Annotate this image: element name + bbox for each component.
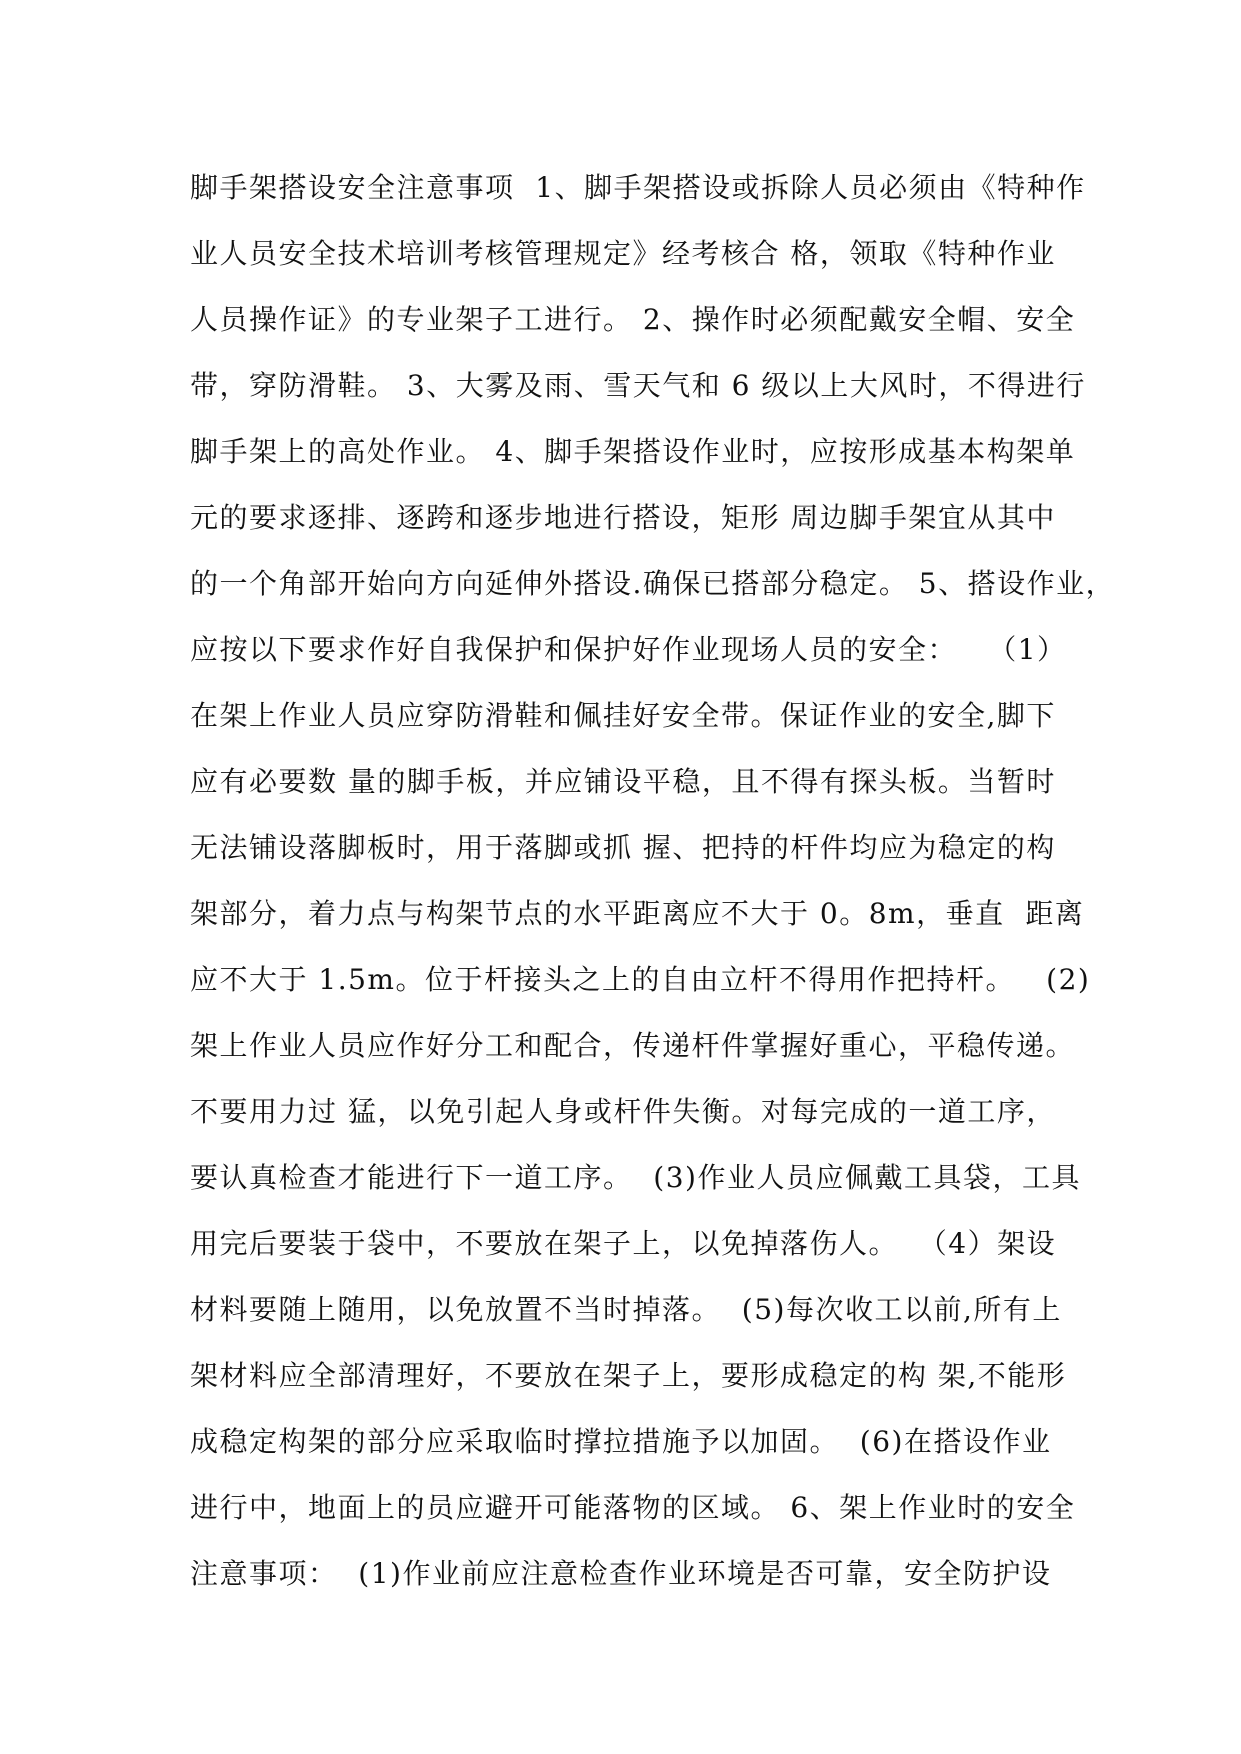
text-line: 业人员安全技术培训考核管理规定》经考核合 格，领取《特种作业 [190, 237, 1056, 270]
body-text [190, 155, 1116, 1607]
text-line: 的一个角部开始向方向延伸外搭设.确保已搭部分稳定。 5、搭设作业， [190, 567, 1116, 600]
text-line: 脚手架搭设安全注意事项 1、脚手架搭设或拆除人员必须由《特种作 [190, 171, 1086, 204]
text-line: 带，穿防滑鞋。 3、大雾及雨、雪天气和 6 级以上大风时，不得进行 [190, 369, 1086, 402]
text-line: 应按以下要求作好自我保护和保护好作业现场人员的安全： （1） [190, 633, 1067, 666]
text-line: 脚手架上的高处作业。 4、脚手架搭设作业时，应按形成基本构架单 [190, 435, 1076, 468]
text-line: 材料要随上随用，以免放置不当时掉落。 (5)每次收工以前,所有上 [190, 1293, 1062, 1326]
text-line: 架部分，着力点与构架节点的水平距离应不大于 0。8m，垂直 距离 [190, 897, 1085, 930]
text-line: 进行中，地面上的员应避开可能落物的区域。 6、架上作业时的安全 [190, 1491, 1076, 1524]
text-line: 架上作业人员应作好分工和配合，传递杆件掌握好重心，平稳传递。 [190, 1029, 1076, 1062]
text-line: 架材料应全部清理好，不要放在架子上，要形成稳定的构 架,不能形 [190, 1359, 1067, 1392]
text-line: 成稳定构架的部分应采取临时撑拉措施予以加固。 (6)在搭设作业 [190, 1425, 1052, 1458]
text-line: 不要用力过 猛，以免引起人身或杆件失衡。对每完成的一道工序， [190, 1095, 1056, 1128]
text-line: 元的要求逐排、逐跨和逐步地进行搭设，矩形 周边脚手架宜从其中 [190, 501, 1056, 534]
text-line: 要认真检查才能进行下一道工序。 (3)作业人员应佩戴工具袋，工具 [190, 1161, 1081, 1194]
text-line: 应有必要数 量的脚手板，并应铺设平稳，且不得有探头板。当暂时 [190, 765, 1056, 798]
text-line: 注意事项： (1)作业前应注意检查作业环境是否可靠，安全防护设 [190, 1557, 1052, 1590]
text-line: 用完后要装于袋中，不要放在架子上，以免掉落伤人。 （4）架设 [190, 1227, 1057, 1260]
text-line: 应不大于 1.5m。位于杆接头之上的自由立杆不得用作把持杆。 (2) [190, 963, 1091, 996]
text-line: 人员操作证》的专业架子工进行。 2、操作时必须配戴安全帽、安全 [190, 303, 1076, 336]
text-line: 无法铺设落脚板时，用于落脚或抓 握、把持的杆件均应为稳定的构 [190, 831, 1056, 864]
text-line: 在架上作业人员应穿防滑鞋和佩挂好安全带。保证作业的安全,脚下 [190, 699, 1056, 732]
